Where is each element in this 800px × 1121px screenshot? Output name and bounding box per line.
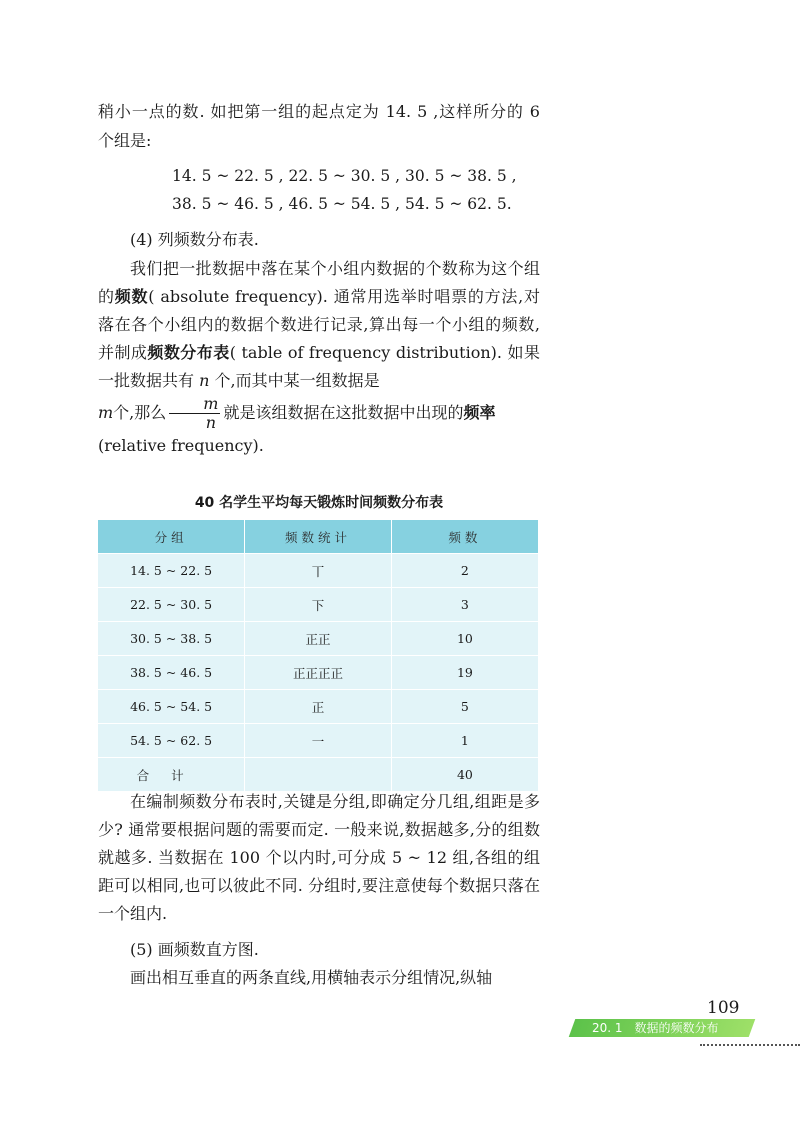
step4-paragraph [98,255,540,460]
cell-frequency: 19 [391,656,538,690]
cell-frequency: 2 [391,554,538,588]
term-relative-frequency: 频率 [463,403,496,422]
step4-text-c: . 如果一批数据共有 [98,343,540,390]
cell-tally: 下 [245,588,392,622]
cell-tally: 正正正正 [245,656,392,690]
interval-list-line-1: 14. 5 ~ 22. 5 , 22. 5 ~ 30. 5 , 30. 5 ~ 38. 5 , [172,167,517,185]
cell-group: 38. 5 ~ 46. 5 [98,656,245,690]
cell-total-label: 合计 [98,758,245,792]
step4-text-b: . 通常用选举时唱票的方法,对落在各个小组内的数据个数进行记录,算出每一个小组的频数,并制成 [98,287,540,362]
section-number: 20. 1 [592,1021,623,1035]
table-row [98,656,538,690]
step4-text-d: 个,而其中某一组数据是 [214,371,380,390]
cell-total-frequency: 40 [391,758,538,792]
term-absolute-frequency: 频数 [114,287,149,306]
cell-frequency: 1 [391,724,538,758]
step5-paragraph: 画出相互垂直的两条直线,用横轴表示分组情况,纵轴 [130,968,493,987]
col-header-tally: 频数统计 [245,520,392,554]
fraction-denominator: n [205,413,216,432]
footer-divider [700,1044,800,1046]
cell-total-tally [245,758,392,792]
frequency-table [98,520,538,791]
cell-tally: 正正 [245,622,392,656]
table-row [98,724,538,758]
col-header-group: 分组 [98,520,245,554]
cell-frequency: 3 [391,588,538,622]
cell-group: 46. 5 ~ 54. 5 [98,690,245,724]
intro-line-2: 个组是: [98,131,152,150]
cell-group: 54. 5 ~ 62. 5 [98,724,245,758]
cell-tally: 一 [245,724,392,758]
cell-frequency: 5 [391,690,538,724]
variable-m: m [98,403,114,422]
page-number: 109 [707,998,740,1018]
cell-tally: 丅 [245,554,392,588]
term-frequency-table: 频数分布表 [147,343,230,362]
table-row [98,554,538,588]
cell-tally: 正 [245,690,392,724]
fraction-m-over-n [169,395,220,432]
intro-line-1: 稍小一点的数. 如把第一组的起点定为 14. 5 ,这样所分的 6 [98,102,540,121]
fraction-numerator: m [169,395,220,414]
cell-frequency: 10 [391,622,538,656]
cell-group: 14. 5 ~ 22. 5 [98,554,245,588]
variable-n: n [199,371,210,390]
table-header-row [98,520,538,554]
section-title: 数据的频数分布 [634,1021,719,1035]
col-header-frequency: 频数 [391,520,538,554]
step4-heading: (4) 列频数分布表. [130,230,259,249]
step4-text-e: 个,那么 [113,403,167,422]
section-banner-text [592,1019,719,1037]
interval-list-line-2: 38. 5 ~ 46. 5 , 46. 5 ~ 54. 5 , 54. 5 ~ 62. 5. [172,195,512,213]
table-row [98,588,538,622]
cell-group: 22. 5 ~ 30. 5 [98,588,245,622]
table-caption: 40 名学生平均每天锻炼时间频数分布表 [194,495,444,511]
table-total-row [98,758,538,792]
table-row [98,622,538,656]
term-frequency-table-en: ( table of frequency distribution) [229,343,497,362]
step4-text-f: 就是该组数据在这批数据中出现的 [223,403,464,422]
step4-text-a: 我们把一批数据中落在某个小组内数据的个数称为这个组的 [98,259,540,306]
cell-group: 30. 5 ~ 38. 5 [98,622,245,656]
step5-heading: (5) 画频数直方图. [130,940,259,959]
table-row [98,690,538,724]
term-relative-frequency-en: (relative frequency). [98,436,264,455]
grouping-paragraph: 在编制频数分布表时,关键是分组,即确定分几组,组距是多少? 通常要根据问题的需要而定. 一般来说,数据越多,分的组数就越多. 当数据在 100 个以内时,可分成 5 ~ 12 组,各组的组距可以相同,也可以彼此不同. 分组时,要注意使每个数据只落在一个组内. [98,792,540,923]
term-absolute-frequency-en: ( absolute frequency) [148,287,323,306]
